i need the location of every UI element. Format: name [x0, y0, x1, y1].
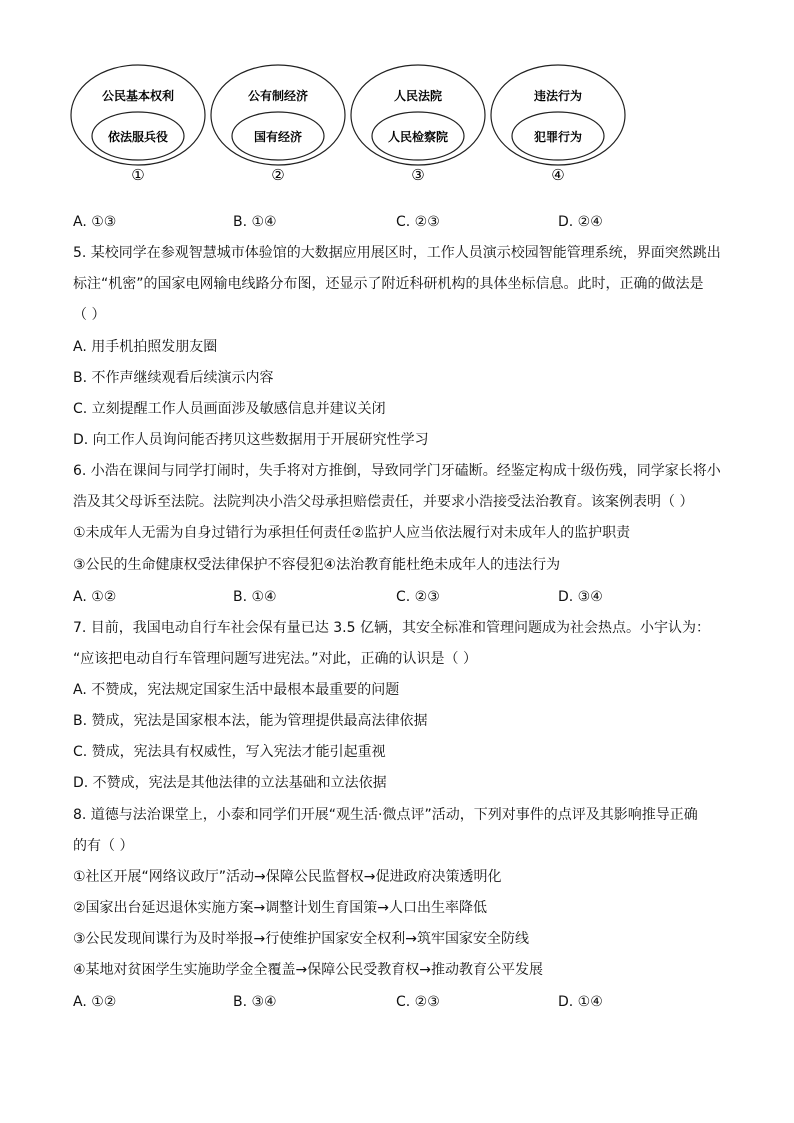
q8-option-d: D. ①④: [558, 994, 603, 1010]
diagram-2-outer: 公有制经济: [247, 89, 309, 103]
diagram-4-outer: 违法行为: [533, 89, 583, 103]
q6-statement-line-2: ③公民的生命健康权受法律保护不容侵犯④法治教育能杜绝未成年人的违法行为: [73, 557, 561, 573]
q6-option-d: D. ③④: [558, 589, 603, 605]
q8-statement-3: ③公民发现间谍行为及时举报→行使维护国家安全权利→筑牢国家安全防线: [73, 931, 530, 947]
q6-stem-line-2: 浩及其父母诉至法院。法院判决小浩父母承担赔偿责任，并要求小浩接受法治教育。该案例表明（ ）: [73, 494, 694, 510]
q8-statement-2: ②国家出台延迟退休实施方案→调整计划生育国策→人口出生率降低: [73, 900, 488, 916]
q5-option-d: D. 向工作人员询问能否拷贝这些数据用于开展研究性学习: [73, 432, 429, 448]
diagram-4-inner: 犯罪行为: [533, 130, 583, 144]
q8-stem-line-1: 8. 道德与法治课堂上，小泰和同学们开展“观生活·微点评”活动，下列对事件的点评及其影响推导正确: [73, 807, 698, 823]
q5-option-a: A. 用手机拍照发朋友圈: [73, 339, 218, 355]
q8-stem-line-2: 的有（ ）: [73, 838, 134, 854]
diagram-1-outer: 公民基本权利: [101, 89, 175, 103]
q5-option-b: B. 不作声继续观看后续演示内容: [73, 370, 274, 386]
concept-diagrams: [0, 0, 794, 200]
q5-option-c: C. 立刻提醒工作人员画面涉及敏感信息并建议关闭: [73, 401, 386, 417]
q6-option-c: C. ②③: [396, 589, 440, 605]
q8-statement-1: ①社区开展“网络议政厅”活动→保障公民监督权→促进政府决策透明化: [73, 869, 502, 885]
diagram-1: [71, 65, 205, 184]
q6-stem-line-1: 6. 小浩在课间与同学打闹时，失手将对方推倒，导致同学门牙磕断。经鉴定构成十级伤残，同学家长将小: [73, 463, 721, 479]
q6-statement-line-1: ①未成年人无需为自身过错行为承担任何责任②监护人应当依法履行对未成年人的监护职责: [73, 525, 631, 541]
q7-option-c: C. 赞成，宪法具有权威性，写入宪法才能引起重视: [73, 744, 386, 760]
q8-statement-4: ④某地对贫困学生实施助学金全覆盖→保障公民受教育权→推动教育公平发展: [73, 962, 544, 978]
q5-stem-line-3: （ ）: [73, 307, 106, 323]
q8-option-a: A. ①②: [73, 994, 117, 1010]
q4-option-b: B. ①④: [233, 214, 277, 230]
q8-option-c: C. ②③: [396, 994, 440, 1010]
diagram-3-inner: 人民检察院: [387, 130, 449, 144]
q7-stem-line-1: 7. 目前，我国电动自行车社会保有量已达 3.5 亿辆，其安全标准和管理问题成为社会热点。小宇认为：: [73, 620, 710, 636]
q4-option-a: A. ①③: [73, 214, 117, 230]
q5-stem-line-1: 5. 某校同学在参观智慧城市体验馆的大数据应用展区时，工作人员演示校园智能管理系统，界面突然跳出: [73, 245, 721, 261]
q8-option-b: B. ③④: [233, 994, 277, 1010]
diagram-3-outer: 人民法院: [393, 89, 443, 103]
q4-option-c: C. ②③: [396, 214, 440, 230]
q4-option-d: D. ②④: [558, 214, 603, 230]
diagram-3-number: ③: [411, 166, 425, 184]
diagram-1-inner: 依法服兵役: [107, 130, 169, 144]
q6-option-b: B. ①④: [233, 589, 277, 605]
diagram-1-number: ①: [131, 166, 145, 184]
diagram-2-inner: 国有经济: [253, 130, 303, 144]
q7-stem-line-2: “应该把电动自行车管理问题写进宪法。”对此，正确的认识是（ ）: [73, 651, 477, 667]
q7-option-b: B. 赞成，宪法是国家根本法，能为管理提供最高法律依据: [73, 713, 428, 729]
diagram-4-number: ④: [551, 166, 565, 184]
diagram-2-number: ②: [271, 166, 285, 184]
q7-option-a: A. 不赞成，宪法规定国家生活中最根本最重要的问题: [73, 682, 400, 698]
diagram-2: [211, 65, 345, 184]
diagram-4: [491, 65, 625, 184]
q5-stem-line-2: 标注“机密”的国家电网输电线路分布图，还显示了附近科研机构的具体坐标信息。此时，正确的做法是: [73, 276, 704, 292]
q6-option-a: A. ①②: [73, 589, 117, 605]
diagram-3: [351, 65, 485, 184]
q7-option-d: D. 不赞成，宪法是其他法律的立法基础和立法依据: [73, 775, 387, 791]
